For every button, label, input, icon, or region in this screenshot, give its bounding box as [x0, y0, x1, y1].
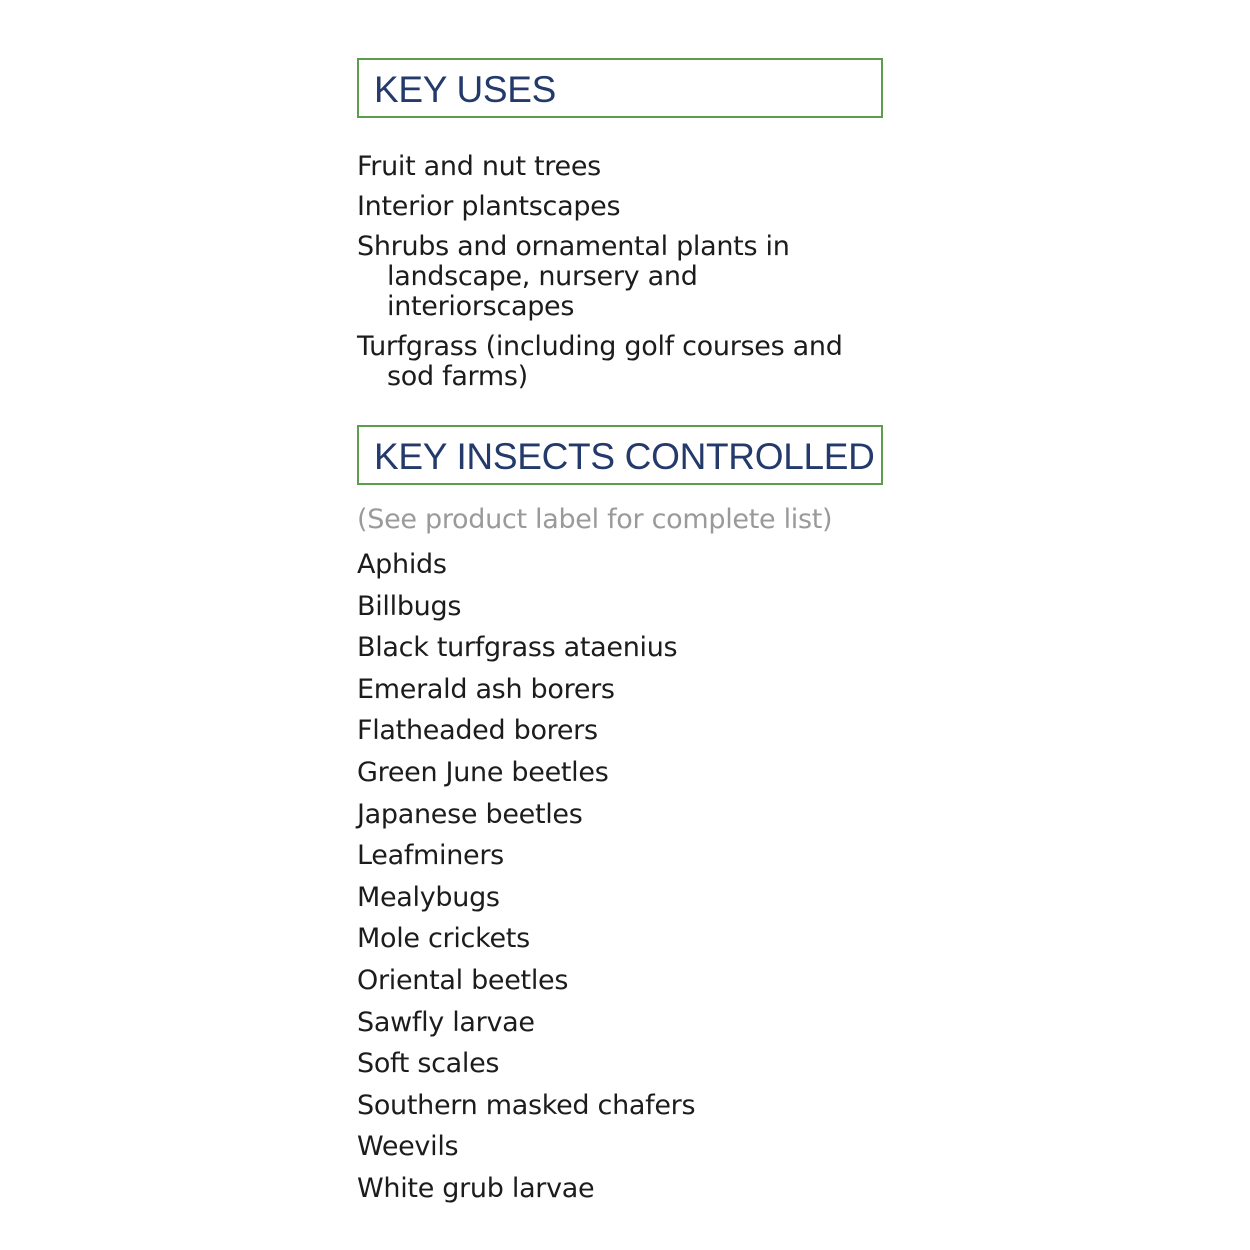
key-use-item: Fruit and nut trees — [357, 151, 601, 182]
insect-item: White grub larvae — [357, 1172, 595, 1204]
insect-item: Black turfgrass ataenius — [357, 632, 678, 664]
key-insects-header-box — [357, 425, 883, 485]
insect-item: Green June beetles — [357, 756, 609, 788]
key-insects-list — [357, 544, 883, 1210]
insect-item: Weevils — [357, 1131, 459, 1163]
insect-item: Mole crickets — [357, 923, 530, 955]
insect-item: Sawfly larvae — [357, 1006, 535, 1038]
key-info-panel — [357, 58, 883, 1210]
key-uses-header-box — [357, 58, 883, 118]
insect-item: Leafminers — [357, 840, 504, 872]
insect-item: Emerald ash borers — [357, 673, 615, 705]
insect-item: Billbugs — [357, 590, 462, 622]
key-use-item: Shrubs and ornamental plants in landscape, nursery and interiorscapes — [357, 231, 790, 322]
label-note: (See product label for complete list) — [357, 504, 833, 535]
insect-item: Soft scales — [357, 1048, 500, 1080]
insect-item: Southern masked chafers — [357, 1089, 696, 1121]
insect-item: Aphids — [357, 549, 447, 580]
key-uses-list — [357, 152, 883, 392]
insect-item: Japanese beetles — [357, 798, 583, 830]
insect-item: Oriental beetles — [357, 964, 569, 996]
key-insects-title: KEY INSECTS CONTROLLED — [374, 435, 875, 477]
insect-item: Flatheaded borers — [357, 715, 598, 747]
insect-item: Mealybugs — [357, 881, 500, 913]
key-uses-title: KEY USES — [374, 68, 557, 110]
key-use-item: Interior plantscapes — [357, 191, 621, 222]
key-use-item: Turfgrass (including golf courses and sod farms) — [357, 331, 843, 392]
